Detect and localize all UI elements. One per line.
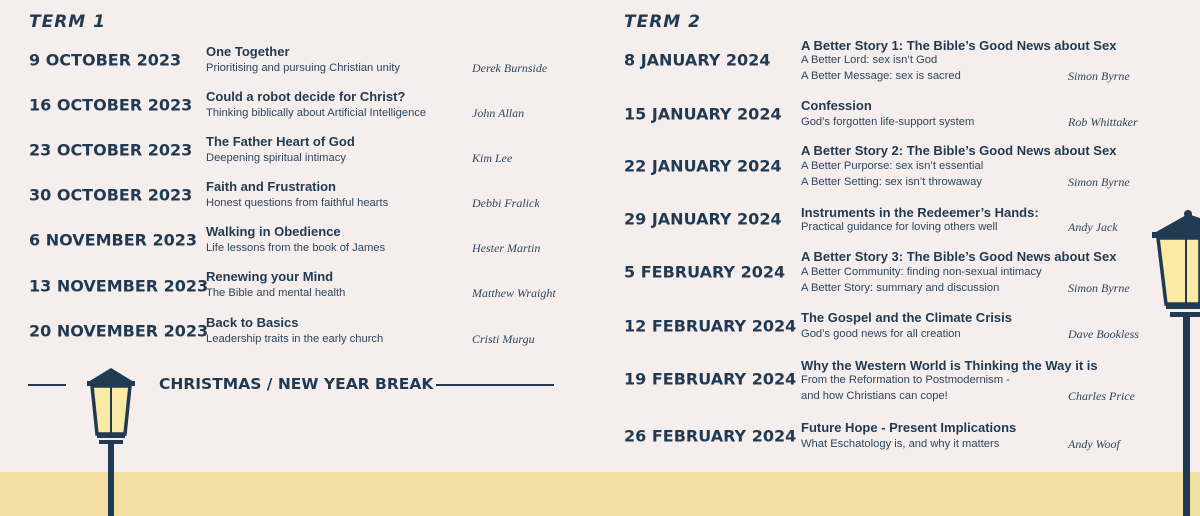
session-title: Instruments in the Redeemer’s Hands: <box>801 205 1039 220</box>
session-title: Could a robot decide for Christ? <box>206 89 406 104</box>
session-subtitle: God’s forgotten life-support system <box>801 116 975 128</box>
session-subtitle: A Better Purporse: sex isn’t essential <box>801 160 984 172</box>
term-2-heading: TERM 2 <box>624 12 701 32</box>
session-subtitle: A Better Lord: sex isn’t God <box>801 54 938 66</box>
session-date: 9 OCTOBER 2023 <box>29 50 182 70</box>
session-subtitle: A Better Message: sex is sacred <box>801 70 961 82</box>
session-title: Walking in Obedience <box>206 224 341 239</box>
session-title: Renewing your Mind <box>206 269 334 284</box>
session-date: 15 JANUARY 2024 <box>624 104 782 124</box>
break-divider-left <box>28 384 66 386</box>
session-date: 5 FEBRUARY 2024 <box>624 262 786 282</box>
session-title: A Better Story 3: The Bible’s Good News about Sex <box>801 249 1117 264</box>
session-speaker: Simon Byrne <box>1068 281 1130 295</box>
session-speaker: Rob Whittaker <box>1068 115 1138 129</box>
session-speaker: John Allan <box>472 106 525 120</box>
session-speaker: Charles Price <box>1068 389 1135 403</box>
session-subtitle: Thinking biblically about Artificial Intelligence <box>206 107 427 119</box>
session-title: One Together <box>206 44 290 59</box>
session-speaker: Matthew Wraight <box>472 286 556 300</box>
session-date: 13 NOVEMBER 2023 <box>29 276 209 296</box>
session-date: 30 OCTOBER 2023 <box>29 185 193 205</box>
session-speaker: Simon Byrne <box>1068 175 1130 189</box>
session-subtitle: The Bible and mental health <box>206 287 346 299</box>
session-subtitle: A Better Community: finding non-sexual intimacy <box>801 266 1042 278</box>
session-title: The Father Heart of God <box>206 134 355 149</box>
session-subtitle: Practical guidance for loving others well <box>801 221 998 233</box>
session-subtitle: Honest questions from faithful hearts <box>206 197 389 209</box>
session-title: Faith and Frustration <box>206 179 336 194</box>
session-title: Back to Basics <box>206 315 299 330</box>
term-1-heading: TERM 1 <box>29 12 106 32</box>
session-speaker: Dave Bookless <box>1068 327 1139 341</box>
session-date: 6 NOVEMBER 2023 <box>29 230 198 250</box>
session-title: A Better Story 1: The Bible’s Good News about Sex <box>801 38 1117 53</box>
break-label: CHRISTMAS / NEW YEAR BREAK <box>159 375 434 393</box>
session-subtitle: and how Christians can cope! <box>801 390 948 402</box>
session-subtitle: From the Reformation to Postmodernism - <box>801 374 1010 386</box>
session-subtitle: Deepening spiritual intimacy <box>206 152 346 164</box>
session-speaker: Cristi Murgu <box>472 332 535 346</box>
session-title: Confession <box>801 98 872 113</box>
street-lamp-icon <box>84 366 138 516</box>
session-speaker: Simon Byrne <box>1068 69 1130 83</box>
session-date: 22 JANUARY 2024 <box>624 156 782 176</box>
session-title: Why the Western World is Thinking the Way it is <box>801 358 1098 373</box>
session-date: 16 OCTOBER 2023 <box>29 95 193 115</box>
street-lamp-icon <box>1150 210 1200 516</box>
session-date: 12 FEBRUARY 2024 <box>624 316 797 336</box>
session-date: 23 OCTOBER 2023 <box>29 140 193 160</box>
session-speaker: Derek Burnside <box>472 61 548 75</box>
session-speaker: Debbi Fralick <box>472 196 540 210</box>
session-subtitle: A Better Story: summary and discussion <box>801 282 1000 294</box>
session-title: Future Hope - Present Implications <box>801 420 1017 435</box>
session-title: A Better Story 2: The Bible’s Good News about Sex <box>801 143 1117 158</box>
session-title: The Gospel and the Climate Crisis <box>801 310 1012 325</box>
session-date: 20 NOVEMBER 2023 <box>29 321 209 341</box>
session-speaker: Hester Martin <box>472 241 541 255</box>
session-subtitle: Leadership traits in the early church <box>206 333 384 345</box>
session-date: 29 JANUARY 2024 <box>624 209 782 229</box>
break-divider-right <box>436 384 554 386</box>
session-subtitle: A Better Setting: sex isn’t throwaway <box>801 176 982 188</box>
session-date: 8 JANUARY 2024 <box>624 50 771 70</box>
session-speaker: Kim Lee <box>472 151 513 165</box>
session-subtitle: God’s good news for all creation <box>801 328 961 340</box>
ground-strip <box>0 472 1200 516</box>
session-date: 26 FEBRUARY 2024 <box>624 426 797 446</box>
session-subtitle: Prioritising and pursuing Christian unity <box>206 62 401 74</box>
session-speaker: Andy Jack <box>1068 220 1118 234</box>
session-date: 19 FEBRUARY 2024 <box>624 369 797 389</box>
session-subtitle: What Eschatology is, and why it matters <box>801 438 1000 450</box>
session-speaker: Andy Woof <box>1068 437 1120 451</box>
session-subtitle: Life lessons from the book of James <box>206 242 386 254</box>
